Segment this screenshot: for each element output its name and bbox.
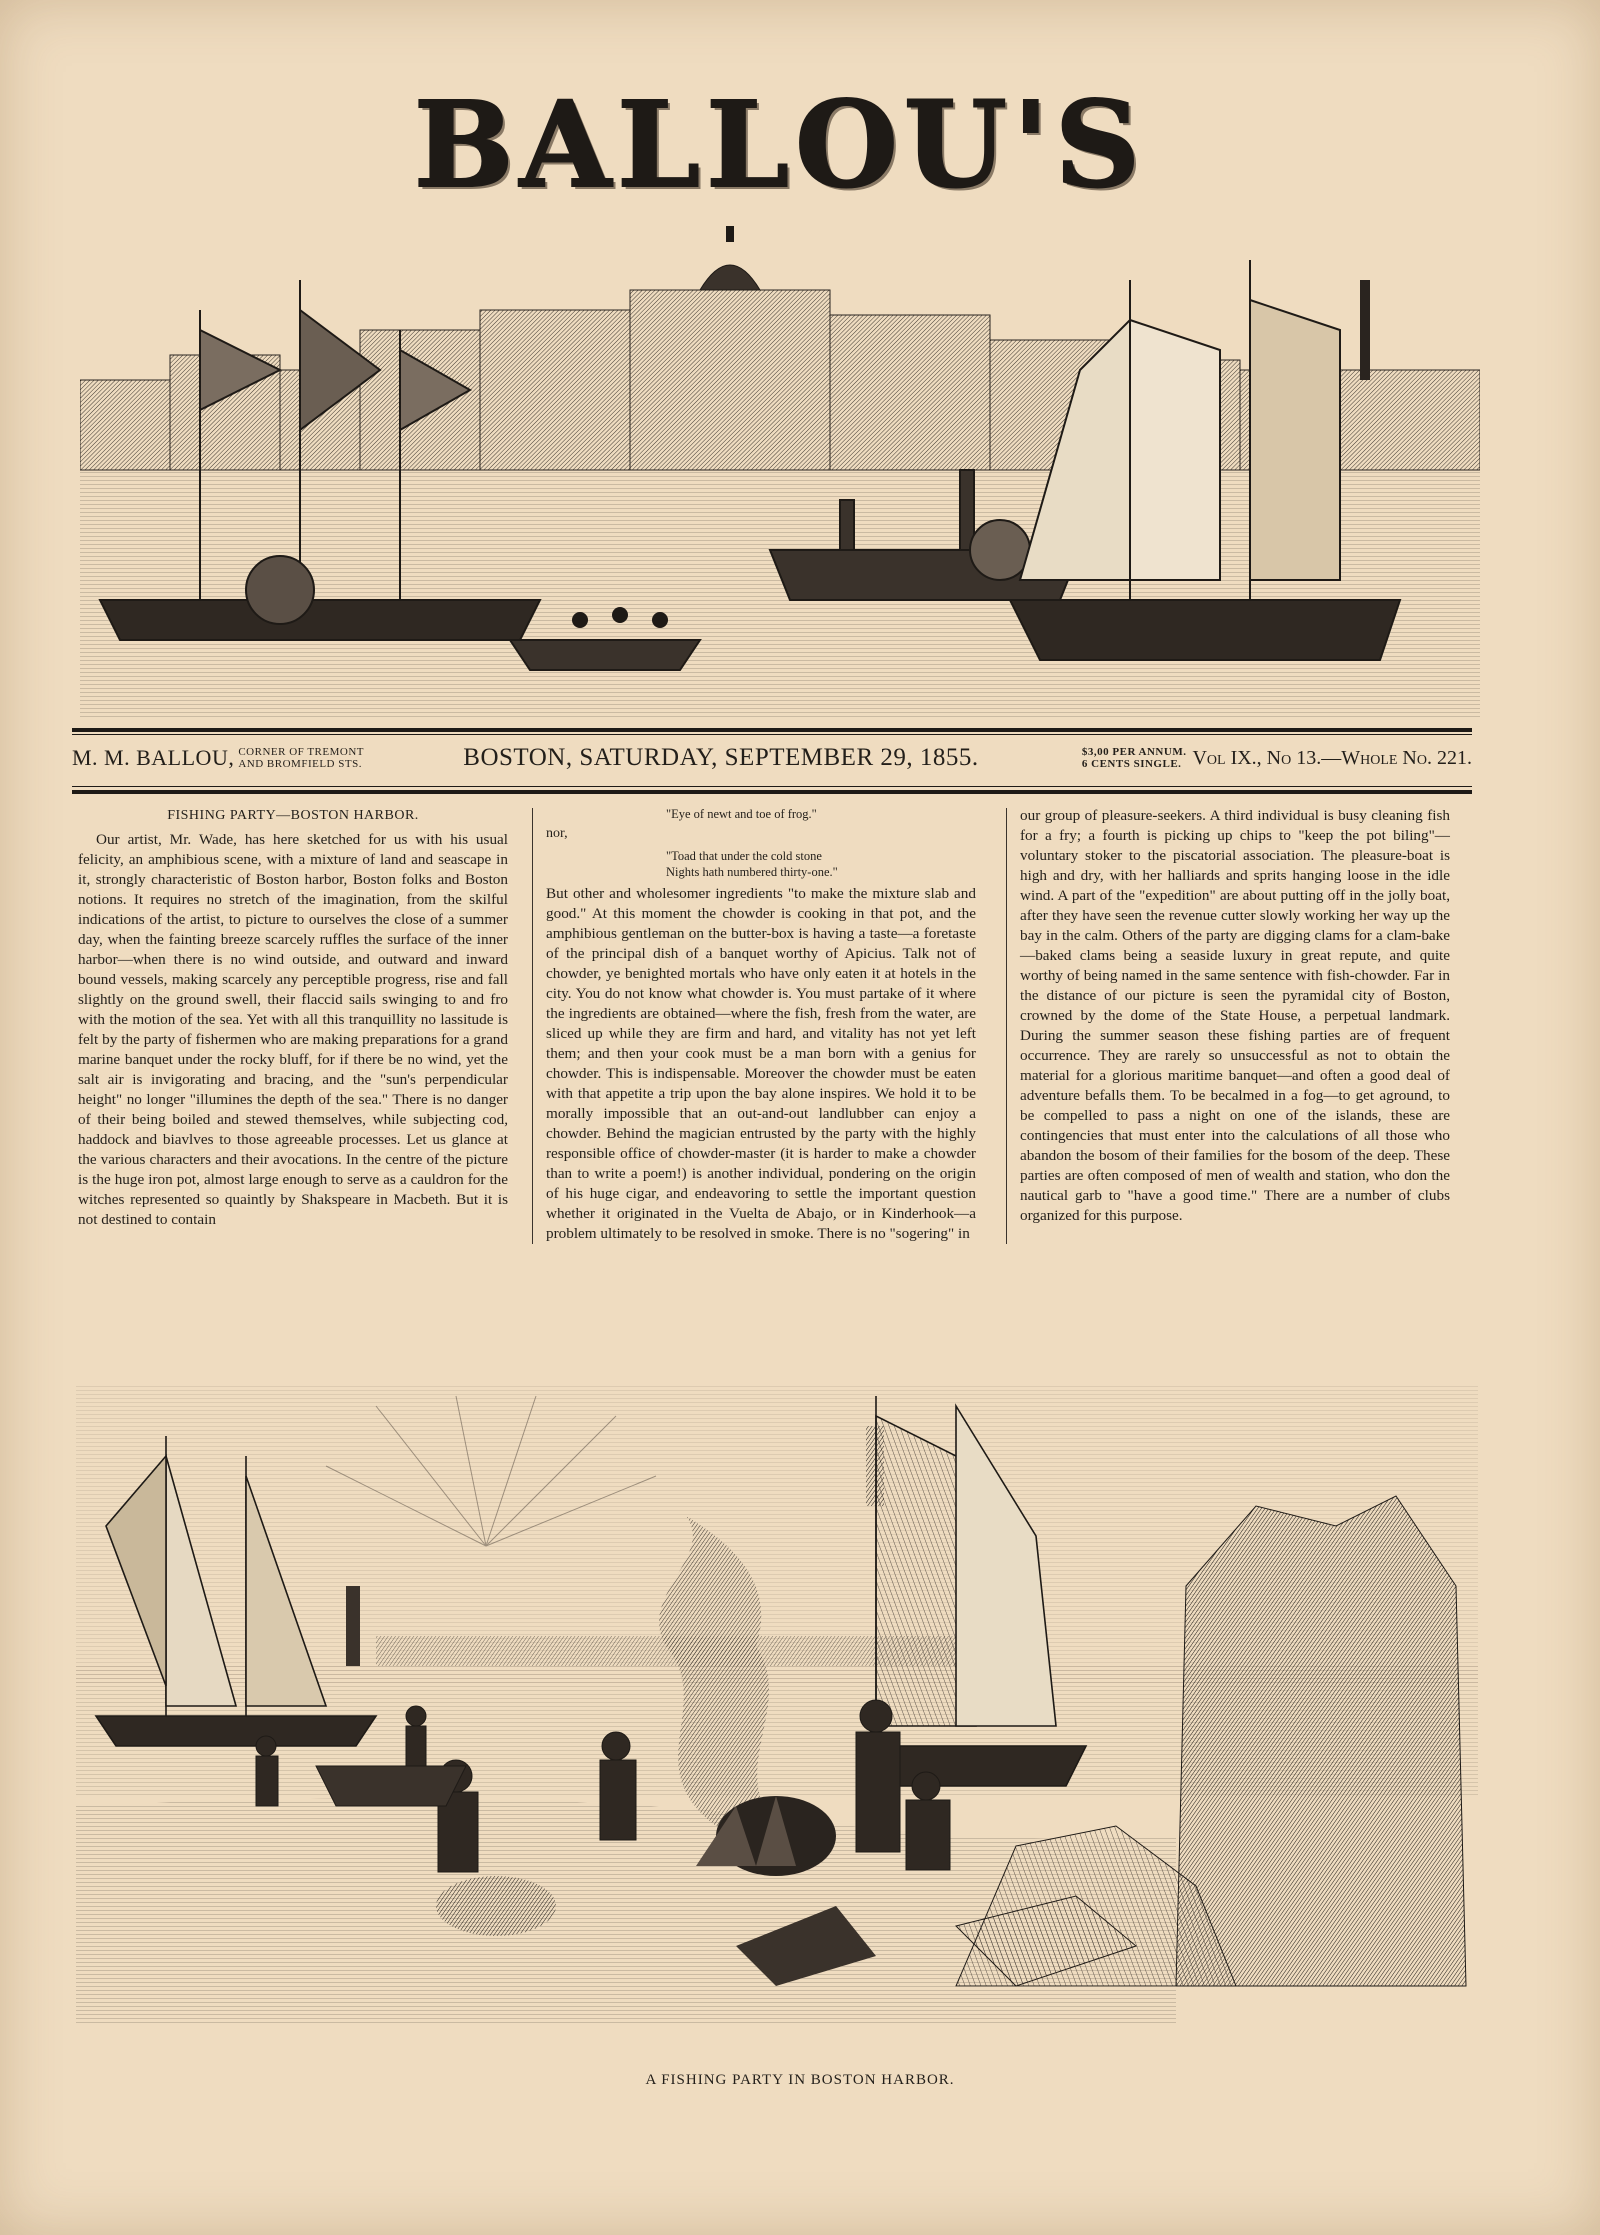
price-line1: $3,00 PER ANNUM.: [1081, 746, 1187, 758]
article-text-col2: But other and wholesomer ingredients "to make the mixture slab and good." At this moment the chowder is cooking in that pot, and the amphibious gentleman on the butter-box is having a taste—a foretaste of the principal dish of a banquet worthy of Apicius. Talk not of chowder, ye benighted mortals who have only eaten it at hotels in the city. You do not know what chowder is. You must partake of it where the ingredients are obtained—where the fish, fresh from the water, are sliced up while they are firm and hard, and vitality has not yet left them; and then your cook must be a man born with a genius for chowder. This is indispensable. Moreover the chowder must be eaten with that appetite a trip upon the bay alone inspires. We hold it to be morally impossible that an out-and-out landlubber can enjoy a chowder. Behind the magician entrusted by the party with the highly responsible office of chowder-master (it is harder to make a chowder than to write a poem!) is another individual, pondering on the origin of his huge cigar, and endeavoring to settle the important question whether it originated in the Vuelta de Abajo, or in Kinderhook—a problem ultimately to be resolved in smoke. There is no "sogering" in: [546, 885, 976, 1242]
publisher-block: [72, 745, 364, 771]
fishing-party-engraving: [76, 1386, 1478, 2026]
masthead: [80, 60, 1480, 720]
price-line2: 6 CENTS SINGLE.: [1081, 758, 1182, 770]
price: [1082, 746, 1187, 770]
address-line1: CORNER OF TREMONT: [238, 746, 364, 758]
article-column-3: [1020, 806, 1450, 1226]
verse-connector: nor,: [546, 826, 568, 841]
rule-bottom-thin: [72, 786, 1472, 787]
column-divider-1: [532, 808, 533, 1244]
publisher: M. M. BALLOU,: [72, 745, 235, 770]
issue-date: BOSTON, SATURDAY, SEPTEMBER 29, 1855.: [463, 744, 979, 771]
publisher-address: [238, 746, 364, 770]
masthead-harbor-engraving: [80, 220, 1480, 720]
price-volume-block: [1078, 746, 1472, 770]
article-heading: FISHING PARTY—BOSTON HARBOR.: [167, 808, 419, 823]
rule-top-thin: [72, 734, 1472, 735]
verse-quote-2b: Nights hath numbered thirty-one.": [666, 865, 838, 879]
article-column-2: [546, 806, 976, 1244]
engraving-caption: A FISHING PARTY IN BOSTON HARBOR.: [645, 2072, 955, 2088]
dateline: [72, 738, 1472, 778]
article-column-1: [78, 806, 508, 1230]
column-divider-2: [1006, 808, 1007, 1244]
rule-top: [72, 728, 1472, 732]
rule-bottom: [72, 790, 1472, 794]
volume-info: Vol IX., No 13.—Whole No. 221.: [1192, 746, 1472, 769]
masthead-title: BALLOU'S: [413, 75, 1147, 214]
article-text-col3: our group of pleasure-seekers. A third individual is busy cleaning fish for a fry; a fourth is picking up chips to "keep the pot biling"—voluntary stoker to the piscatorial association. The pleasure-boat is high and dry, with her halliards and sprits hanging loose in the idle wind. A part of the "expedition" are about putting off in the jolly boat, after they have seen the revenue cutter slowly working her way up the bay in the calm. Others of the party are digging clams for a clam-bake—baked clams being a seaside luxury in great repute, and quite worthy of being named in the same sentence with fish-chowder. Far in the distance of our picture is seen the pyramidal city of Boston, crowned by the dome of the State House, a perpetual landmark. During the summer season these fishing parties are of frequent occurrence. They are rarely so unsuccessful as not to obtain the material for a glorious maritime banquet—and often a good deal of adventure befalls them. To be becalmed in a fog—to get aground, to be compelled to pass a night on one of the islands, these are contingencies that must enter into the calculations of all those who abandon the bosom of their families for the bosom of the deep. These parties are often composed of men of wealth and station, who don the nautical garb to "have a good time." There are a number of clubs organized for this purpose.: [1020, 807, 1450, 1224]
address-line2: AND BROMFIELD STS.: [238, 758, 362, 770]
verse-quote-1: "Eye of newt and toe of frog.": [666, 807, 817, 821]
article-text-col1: Our artist, Mr. Wade, has here sketched for us with his usual felicity, an amphibious scene, with a mixture of land and seascape in it, strongly characteristic of Boston harbor, Boston folks and Boston notions. It requires no stretch of the imagination, from the skilful indications of the artist, to picture to ourselves the close of a summer day, when the fainting breeze scarcely ruffles the surface of the inner harbor—when there is no wind outside, and outward and inward bound vessels, making scarcely any perceptible progress, rise and fall slightly on the ground swell, their flaccid sails swinging to and fro with the motion of the sea. Yet with all this tranquillity no lassitude is felt by the party of fishermen who are making preparations for a grand marine banquet under the rocky bluff, for if there be no wind, yet the salt air is invigorating and bracing, and the "sun's perpendicular height" no longer "illumines the depth of the sea." There is no danger of their being boiled and stewed themselves, while subjecting cod, haddock and biavlves to those agreeable processes. Let us glance at the various characters and their avocations. In the centre of the picture is the huge iron pot, almost large enough to serve as a cauldron for the witches represented so quaintly by Shakspeare in Macbeth. But it is not destined to contain: [78, 831, 508, 1228]
verse-quote-2a: "Toad that under the cold stone: [666, 849, 822, 863]
